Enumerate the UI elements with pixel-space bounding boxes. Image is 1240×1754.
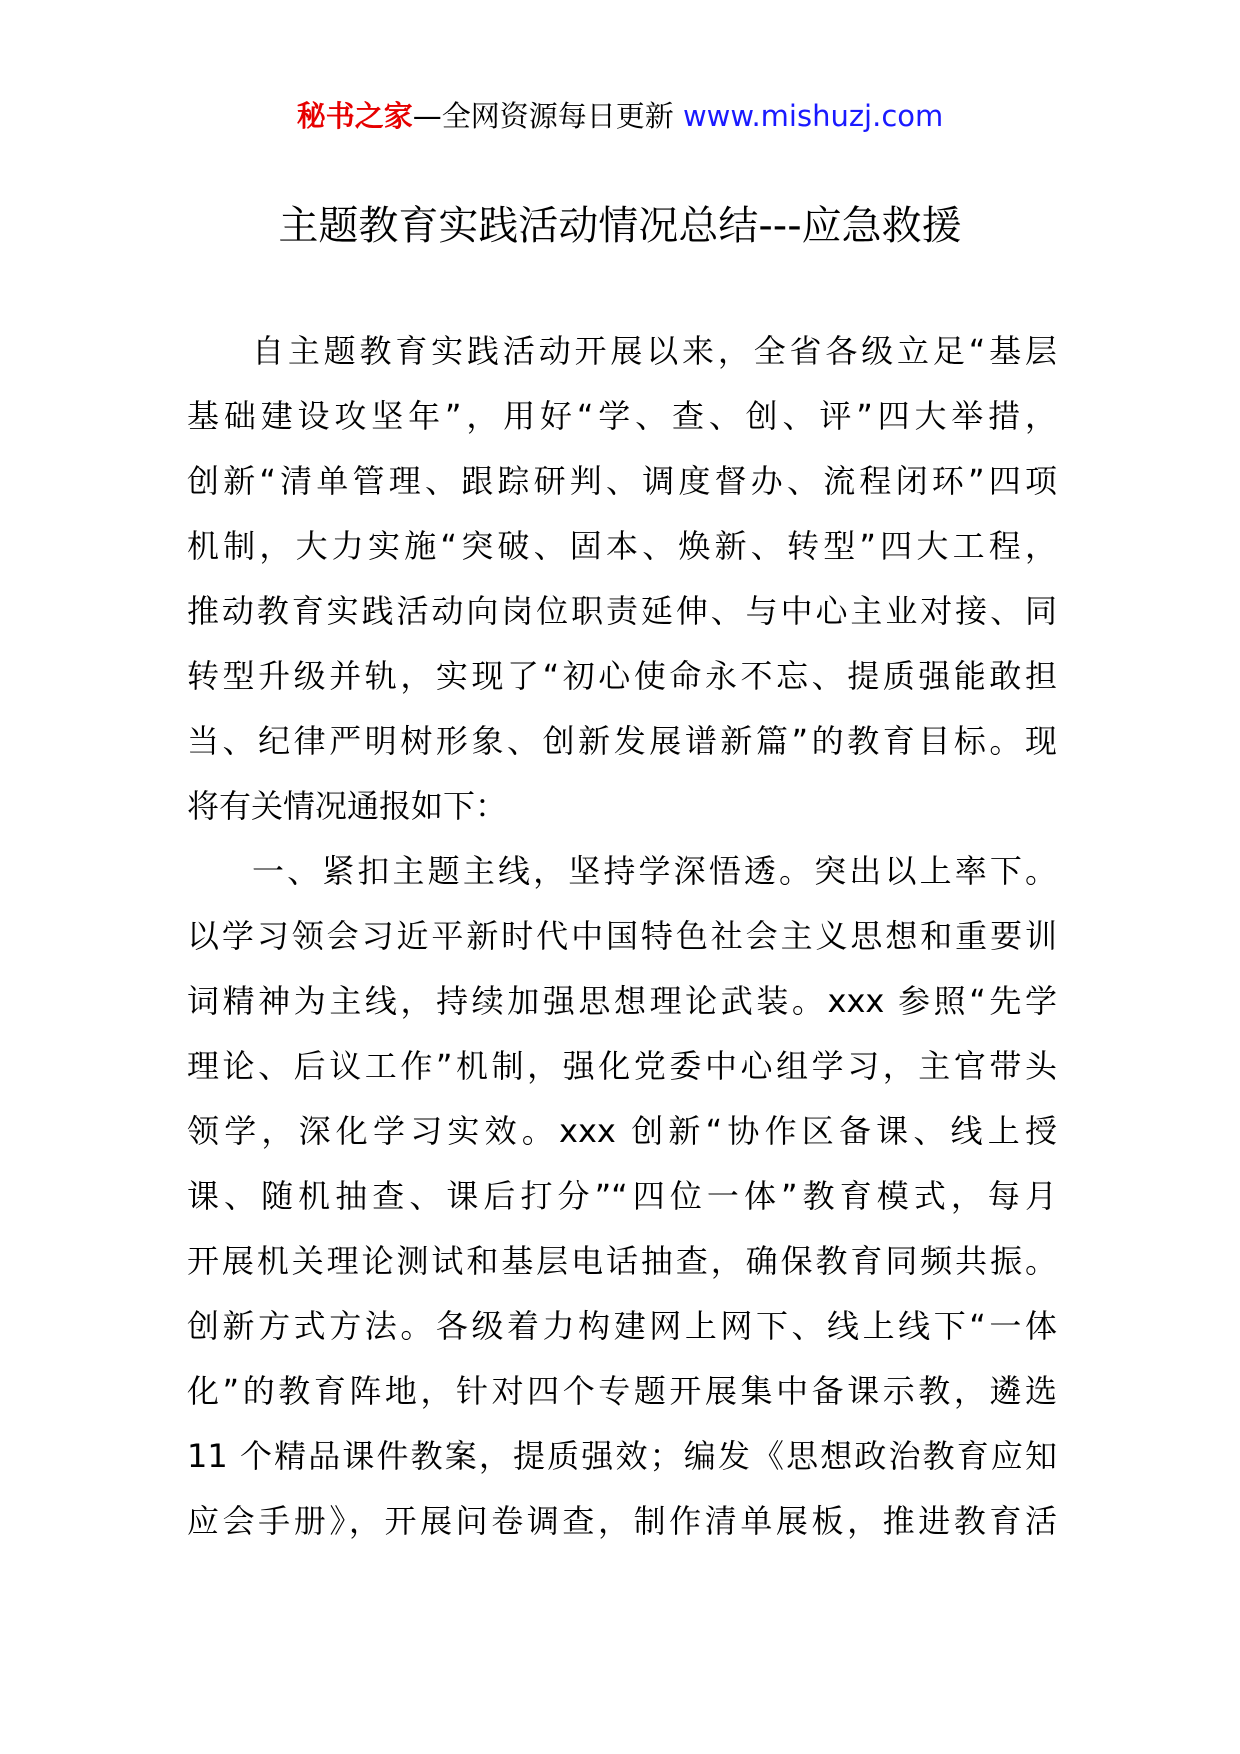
site-brand: 秘书之家 (296, 99, 413, 133)
body-line: 化”的教育阵地，针对四个专题开展集中备课示教，遴选 (187, 1372, 1057, 1410)
body-line: 词精神为主线，持续加强思想理论武装。xxx 参照“先学 (187, 982, 1057, 1020)
body-line: 当、纪律严明树形象、创新发展谱新篇”的教育目标。现 (187, 722, 1057, 760)
body-line: 自主题教育实践活动开展以来，全省各级立足“基层 (252, 332, 1057, 370)
body-line: 11 个精品课件教案，提质强效；编发《思想政治教育应知 (187, 1437, 1057, 1475)
body-line: 理论、后议工作”机制，强化党委中心组学习，主官带头 (187, 1047, 1057, 1085)
document-body (187, 319, 1057, 1554)
body-line: 课、随机抽查、课后打分”“四位一体”教育模式，每月 (187, 1177, 1057, 1215)
site-header (0, 96, 1240, 136)
body-line: 应会手册》，开展问卷调查，制作清单展板，推进教育活 (187, 1502, 1057, 1540)
body-line: 转型升级并轨，实现了“初心使命永不忘、提质强能敢担 (187, 657, 1057, 695)
body-line: 推动教育实践活动向岗位职责延伸、与中心主业对接、同 (187, 592, 1057, 630)
section-heading-line: 一、紧扣主题主线，坚持学深悟透。突出以上率下。 (252, 852, 1057, 890)
body-line: 基础建设攻坚年”，用好“学、查、创、评”四大举措， (187, 397, 1057, 435)
body-line: 以学习领会习近平新时代中国特色社会主义思想和重要训 (187, 917, 1057, 955)
body-line: 创新“清单管理、跟踪研判、调度督办、流程闭环”四项 (187, 462, 1057, 500)
body-line: 机制，大力实施“突破、固本、焕新、转型”四大工程， (187, 527, 1057, 565)
site-tagline: —全网资源每日更新 (412, 99, 683, 133)
body-line: 领学，深化学习实效。xxx 创新“协作区备课、线上授 (187, 1112, 1057, 1150)
document-title: 主题教育实践活动情况总结---应急救援 (278, 203, 962, 249)
body-line: 开展机关理论测试和基层电话抽查，确保教育同频共振。 (187, 1242, 1057, 1280)
body-line: 创新方式方法。各级着力构建网上网下、线上线下“一体 (187, 1307, 1057, 1345)
site-url[interactable]: www.mishuzj.com (682, 99, 944, 133)
body-line: 将有关情况通报如下： (187, 787, 508, 825)
